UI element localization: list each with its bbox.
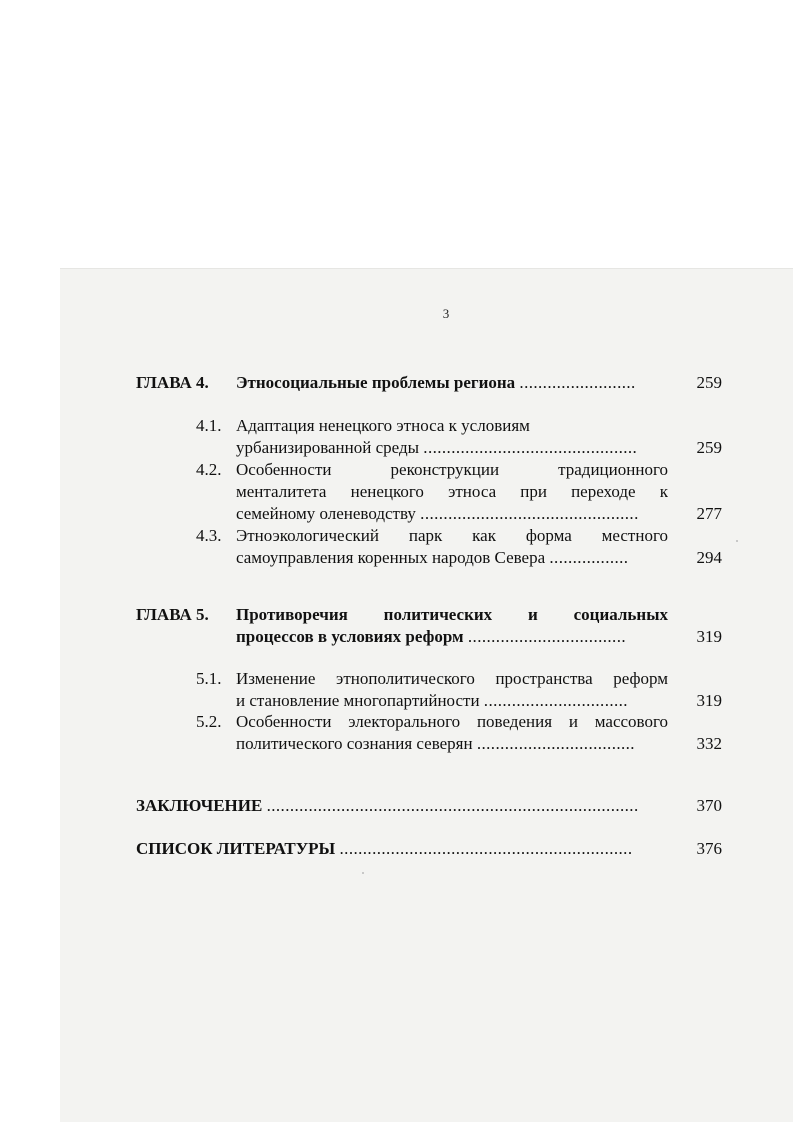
chapter-4-title xyxy=(236,372,636,394)
chapter-4-page: 259 xyxy=(696,373,722,392)
section-4-3-line1: Этноэкологический парк как форма местного xyxy=(236,526,668,545)
section-4-3-line2-text: самоуправления коренных народов Севера xyxy=(236,548,546,567)
section-4-1-line2 xyxy=(236,437,637,459)
section-4-2-page: 277 xyxy=(696,504,722,523)
chapter-5-label: ГЛАВА 5. xyxy=(136,605,209,624)
section-4-1-line2-text: урбанизированной среды xyxy=(236,438,420,457)
page-number: 3 xyxy=(442,306,450,321)
section-5-1-line1: Изменение этнополитического пространства реформ xyxy=(236,669,668,688)
leader-dots: .................................. xyxy=(467,627,626,646)
chapter-5-page: 319 xyxy=(696,627,722,646)
chapter-4-title-text: Этносоциальные проблемы региона xyxy=(236,373,516,392)
section-5-1-line2-text: и становление многопартийности xyxy=(236,691,480,710)
leader-dots: ............................... xyxy=(483,691,628,710)
section-5-2-line2 xyxy=(236,733,635,755)
section-5-2-page: 332 xyxy=(696,734,722,753)
leader-dots: ................................................................................ xyxy=(266,796,639,815)
section-5-1-number: 5.1. xyxy=(196,669,222,688)
section-4-2-line2: менталитета ненецкого этноса при переходе к xyxy=(236,482,668,501)
conclusion-title: ЗАКЛЮЧЕНИЕ xyxy=(136,796,263,815)
chapter-5-title-line2 xyxy=(236,626,626,648)
scan-speck xyxy=(362,872,364,874)
section-4-2-line3-text: семейному оленеводству xyxy=(236,504,416,523)
section-5-2-line2-text: политического сознания северян xyxy=(236,734,473,753)
section-4-2-line1: Особенности реконструкции традиционного xyxy=(236,460,668,479)
leader-dots: .............................................. xyxy=(423,438,638,457)
section-5-1-page: 319 xyxy=(696,691,722,710)
section-4-3-number: 4.3. xyxy=(196,526,222,545)
leader-dots: .................................. xyxy=(476,734,635,753)
section-4-1-number: 4.1. xyxy=(196,416,222,435)
section-4-3-page: 294 xyxy=(696,548,722,567)
bibliography-entry xyxy=(136,838,632,860)
leader-dots: ............................................................... xyxy=(339,839,633,858)
conclusion-page: 370 xyxy=(696,796,722,815)
chapter-5-title-line1: Противоречия политических и социальных xyxy=(236,605,668,624)
scan-speck xyxy=(736,540,738,542)
section-4-2-number: 4.2. xyxy=(196,460,222,479)
chapter-4-label: ГЛАВА 4. xyxy=(136,373,209,392)
conclusion-entry xyxy=(136,795,639,817)
scan-edge-line xyxy=(60,268,793,269)
section-5-1-line2 xyxy=(236,690,628,712)
bibliography-page: 376 xyxy=(696,839,722,858)
leader-dots: ............................................... xyxy=(420,504,639,523)
bibliography-title: СПИСОК ЛИТЕРАТУРЫ xyxy=(136,839,336,858)
section-5-2-number: 5.2. xyxy=(196,712,222,731)
section-4-3-line2 xyxy=(236,547,628,569)
section-4-1-line1: Адаптация ненецкого этноса к условиям xyxy=(236,416,530,435)
chapter-5-title-line2-text: процессов в условиях реформ xyxy=(236,627,464,646)
leader-dots: ......................... xyxy=(519,373,636,392)
leader-dots: ................. xyxy=(549,548,629,567)
section-5-2-line1: Особенности электорального поведения и массового xyxy=(236,712,668,731)
section-4-1-page: 259 xyxy=(696,438,722,457)
section-4-2-line3 xyxy=(236,503,639,525)
